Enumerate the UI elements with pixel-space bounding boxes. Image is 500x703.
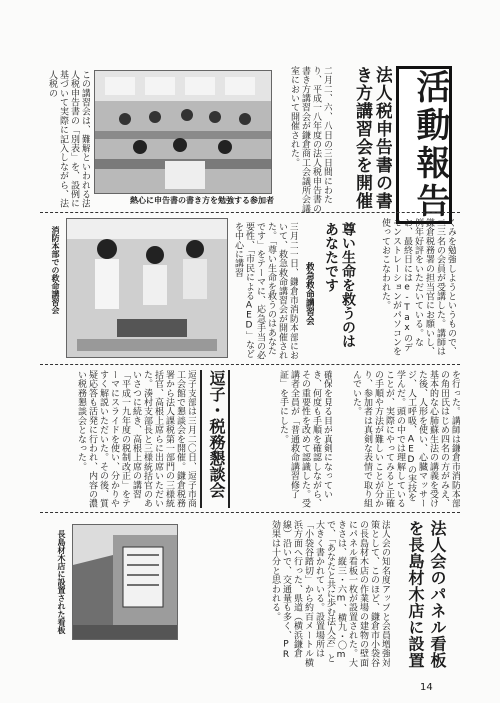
article3-body-mid: 確保を見る目が真剣になっていき、何度も手順を確認しながら、その重要性を改めて認識した。受講者全員が「普通救命講習修了証」を手にした。 <box>278 370 332 508</box>
page-number: 14 <box>420 682 433 693</box>
article4-body: 法人会の知名度アップと会員増強対策として、このほど、鎌倉市小袋谷の長島材木店の作業場の建物の壁面にパネル看板一枚が設置された。大きさは、縦三・六m、横九・〇mで、「あなたと共に歩む法人会」と大きく書かれている。設置場所は「小袋谷踏切」から約百メートル横浜方面へ行った、県道（横浜鎌倉線）沿いで、交通量も多く、PR効果は十分と思われる。 <box>270 520 390 668</box>
article1-body: 二月二、六、八日の三日間にわたり、平成一八年度の法人税申告書の書き方講習会が鎌倉商工会議所会議室において開催された。 <box>289 66 332 214</box>
article3-title: 逗子・税務懇談会 <box>200 370 230 508</box>
article1-title: 法人税申告書の書き方講習会を開催 <box>352 66 392 210</box>
article4-title: 法人会のパネル看板を長島材木店に設置 <box>406 520 447 669</box>
article1-photo <box>94 70 272 194</box>
divider-3 <box>40 512 460 513</box>
article1-body-left: この講習会は、難解といわれる法人税申告書の「別表」を、設例に基づいて実際に記入しながら、法人税の <box>47 70 90 208</box>
billboard-building-image <box>73 525 177 639</box>
article2-body-right: くみを勉強しようというもので、二三名の会員が受講した。講師は鎌倉税務署の担当官にお願いし、例年好評をいただいている。なお、最終日にはe-Taxのデモンストレーションがパソコンを使っておこなわれた。 <box>380 218 456 356</box>
article3-body: 逗子支部は三月二〇日、逗子市商工会館で懇談会を開催。鎌倉税務署から法人課税第一部門の三様統括官、高根上席らに出席いただいた。湊村支部長と三様統括官のあいさつに続き、高根上席の講習「平成一九年度の税制改正」をテーマにスライドを使い、分かりやすく解説いただいた。その後、質疑応答も活発に行われ、内容の濃い税務懇談会となった。 <box>76 370 196 508</box>
article2-subtitle: 救急救命講習会 <box>304 262 314 325</box>
article1-photo-caption: 熱心に申告書の書き方を勉強する参加者 <box>130 196 274 205</box>
seminar-room-image <box>95 71 271 193</box>
article2-photo <box>66 218 228 358</box>
article2-title: 尊い生命を救うのはあなたです <box>323 222 356 348</box>
article2-photo-caption: 消防本部での救命講習会 <box>51 226 60 314</box>
activity-report-banner: 活動報告 <box>396 66 452 224</box>
article3-body-top: を行った。講師は鎌倉市消防本部の角田氏はじめ四名の方がみえ、基本的な心肺蘇生法の講義を受けた後、人形を使い、心臓マッサージ、人工呼吸、AEDの実技を学んだ。頭の中では理解していることが、実際にやってみると正確の手順や方法が難しいことが分かり、参加者は真剣な表情で取り組んでいた。 <box>351 370 460 508</box>
divider-1 <box>40 212 460 213</box>
cpr-training-image <box>67 219 227 357</box>
article4-photo <box>72 524 178 640</box>
divider-2 <box>40 364 460 365</box>
article2-body: 三月二一日、鎌倉市消防本部において、救急救命講習会が開催された。「尊い生命を救うのはあなたです」をテーマに、応急手当の必要性、「市民によるAED」などを中心に講習 <box>233 222 298 360</box>
article4-photo-caption: 長島材木店に設置された看板 <box>57 530 66 634</box>
